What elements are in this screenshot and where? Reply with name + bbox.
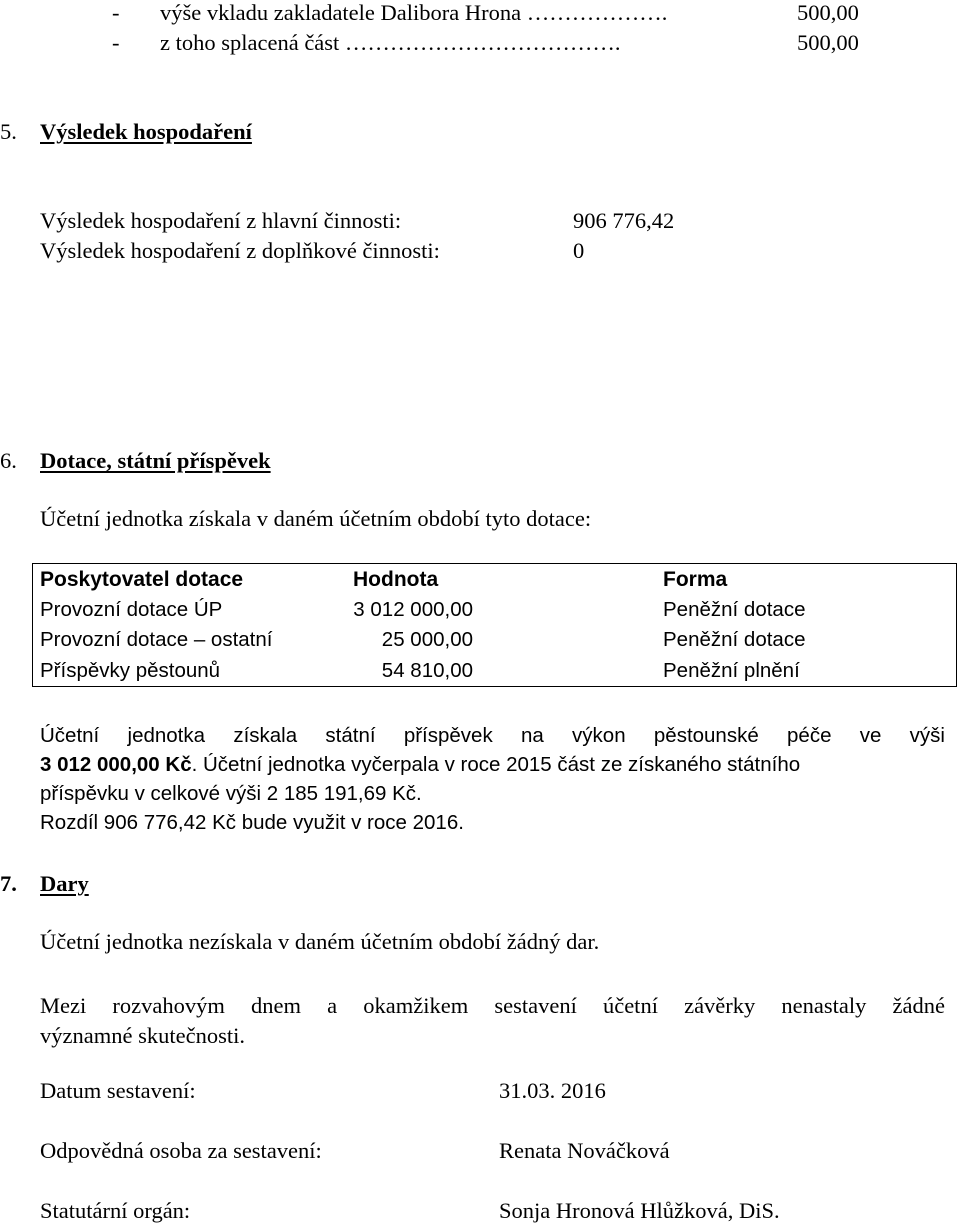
section7-title: Dary (40, 871, 89, 896)
cell-value (353, 595, 663, 626)
paid-dash: - (112, 30, 120, 55)
responsible-value: Renata Nováčková (499, 1138, 670, 1163)
cell-form: Peněžní dotace (663, 628, 806, 651)
section6-intro: Účetní jednotka získala v daném účetním období tyto dotace: (40, 506, 592, 531)
cell-provider: Provozní dotace – ostatní (40, 628, 273, 651)
paid-line (112, 32, 621, 55)
grants-table-header (33, 564, 957, 595)
section6-title: Dotace, státní příspěvek (40, 448, 271, 473)
allowance-line-1: Účetní jednotka získala státní příspěvek na výkon pěstounské péče ve výši (40, 724, 945, 747)
cell-value (353, 656, 663, 687)
header-provider: Poskytovatel dotace (40, 567, 244, 591)
statutory-value: Sonja Hronová Hlůžková, DiS. (499, 1198, 780, 1223)
section6-number: 6. (0, 448, 17, 473)
cell-value (353, 625, 663, 656)
closing-line-1: Mezi rozvahovým dnem a okamžikem sestavení účetní závěrky nenastaly žádné (40, 993, 945, 1018)
result-main-label: Výsledek hospodaření z hlavní činnosti: (40, 208, 402, 233)
statutory-label: Statutární orgán: (40, 1198, 191, 1223)
date-value: 31.03. 2016 (499, 1078, 606, 1103)
cell-value-text: 3 012 000,00 (353, 597, 473, 621)
table-row (33, 625, 957, 656)
section7-number: 7. (0, 871, 17, 896)
closing-paragraph (40, 991, 945, 1051)
paid-value: 500,00 (797, 30, 859, 55)
table-row (33, 595, 957, 626)
allowance-line-2-rest: . Účetní jednotka vyčerpala v roce 2015 část ze získaného státního (191, 753, 801, 776)
responsible-label: Odpovědná osoba za sestavení: (40, 1138, 322, 1163)
header-form: Forma (663, 567, 728, 591)
cell-value-text: 54 810,00 (381, 658, 473, 682)
section7-text: Účetní jednotka nezískala v daném účetním období žádný dar. (40, 929, 600, 954)
result-main-value: 906 776,42 (573, 208, 675, 233)
paid-label: z toho splacená část ………………………………. (160, 30, 621, 55)
result-secondary-value: 0 (573, 238, 585, 263)
section5-title: Výsledek hospodaření (40, 119, 252, 144)
result-secondary-label: Výsledek hospodaření z doplňkové činnosti: (40, 238, 440, 263)
allowance-line-3: příspěvku v celkové výši 2 185 191,69 Kč. (40, 782, 422, 805)
cell-provider: Příspěvky pěstounů (40, 658, 221, 682)
allowance-amount: 3 012 000,00 Kč (40, 753, 192, 776)
cell-value-text: 25 000,00 (381, 628, 473, 651)
deposit-value: 500,00 (797, 0, 859, 25)
cell-form: Peněžní plnění (663, 658, 800, 682)
deposit-dash: - (112, 0, 120, 25)
date-label: Datum sestavení: (40, 1078, 196, 1103)
closing-line-2: významné skutečnosti. (40, 1023, 245, 1048)
table-row (33, 656, 957, 687)
header-value: Hodnota (353, 567, 439, 591)
cell-form: Peněžní dotace (663, 597, 806, 621)
grants-table (32, 563, 957, 687)
cell-provider: Provozní dotace ÚP (40, 597, 223, 621)
difference-text: Rozdíl 906 776,42 Kč bude využit v roce 2016. (40, 811, 464, 834)
section5-number: 5. (0, 119, 17, 144)
deposit-label: výše vkladu zakladatele Dalibora Hrona ………………. (160, 0, 668, 25)
allowance-paragraph (40, 721, 945, 837)
deposit-line (112, 2, 667, 25)
allowance-line-2 (40, 750, 945, 779)
